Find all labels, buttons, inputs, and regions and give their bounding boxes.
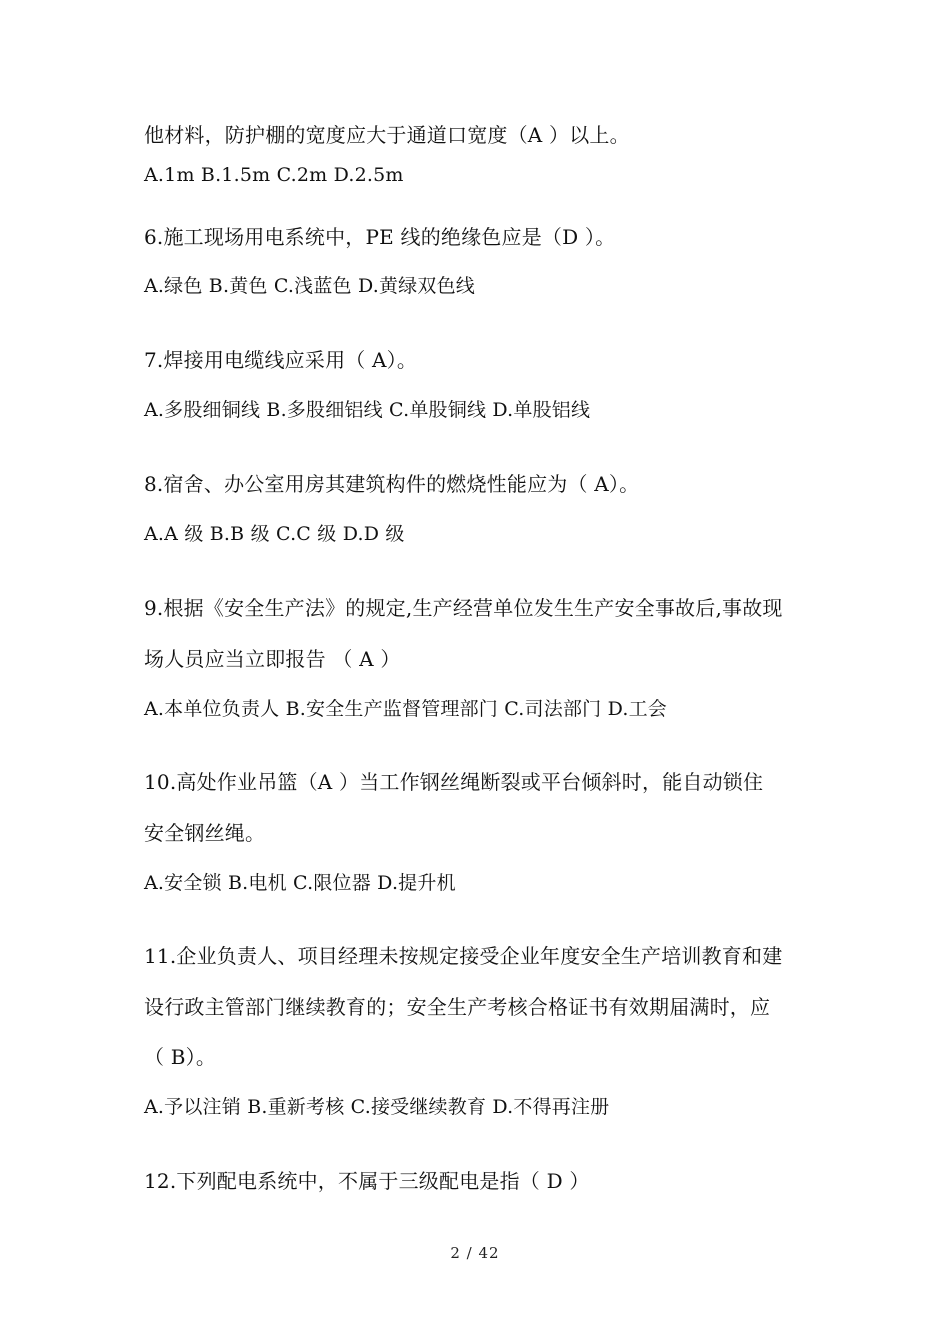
question-9-text-line-2: 场人员应当立即报告 （ A ） [144, 647, 401, 671]
question-8-text: 8.宿舍、办公室用房其建筑构件的燃烧性能应为（ A）。 [144, 472, 640, 496]
question-12-text: 12.下列配电系统中，不属于三级配电是指（ D ） [144, 1169, 590, 1193]
question-7-options: A.多股细铜线 B.多股细铝线 C.单股铜线 D.单股铝线 [144, 399, 591, 421]
page-number: 2 / 42 [450, 1244, 500, 1262]
question-9-text-line-1: 9.根据《安全生产法》的规定,生产经营单位发生生产安全事故后,事故现 [144, 596, 783, 620]
question-10-text-line-1: 10.高处作业吊篮（A ）当工作钢丝绳断裂或平台倾斜时，能自动锁住 [144, 770, 764, 794]
question-10-options: A.安全锁 B.电机 C.限位器 D.提升机 [144, 872, 456, 894]
question-11-text-line-1: 11.企业负责人、项目经理未按规定接受企业年度安全生产培训教育和建 [144, 944, 783, 968]
question-6-options: A.绿色 B.黄色 C.浅蓝色 D.黄绿双色线 [144, 275, 475, 297]
question-11-text-line-2: 设行政主管部门继续教育的；安全生产考核合格证书有效期届满时，应 [144, 995, 771, 1019]
question-10-text-line-2: 安全钢丝绳。 [144, 821, 266, 845]
question-11-text-line-3: （ B）。 [144, 1045, 217, 1069]
question-5-text-continued: 他材料，防护棚的宽度应大于通道口宽度（A ）以上。 [144, 123, 630, 147]
question-8-options: A.A 级 B.B 级 C.C 级 D.D 级 [144, 523, 405, 545]
question-11-options: A.予以注销 B.重新考核 C.接受继续教育 D.不得再注册 [144, 1096, 610, 1118]
question-9-options: A.本单位负责人 B.安全生产监督管理部门 C.司法部门 D.工会 [144, 698, 667, 720]
question-5-options: A.1m B.1.5m C.2m D.2.5m [144, 164, 404, 186]
question-6-text: 6.施工现场用电系统中，PE 线的绝缘色应是（D ）。 [144, 225, 616, 249]
question-7-text: 7.焊接用电缆线应采用（ A）。 [144, 348, 418, 372]
